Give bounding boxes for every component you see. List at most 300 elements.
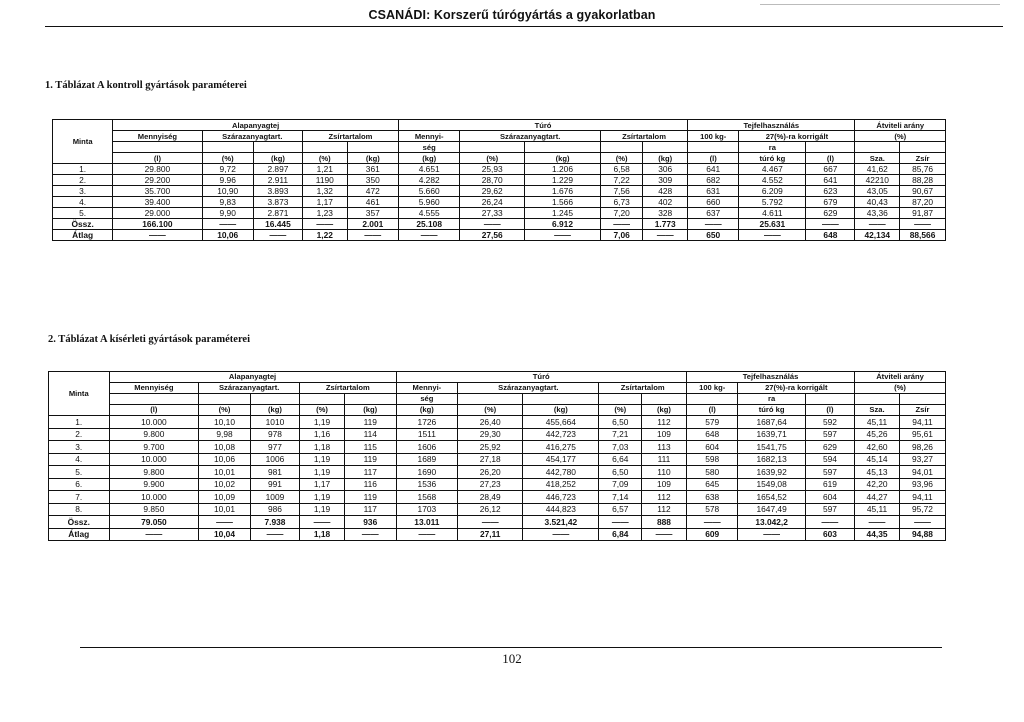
table-cell: 10,06 xyxy=(202,230,253,241)
row-label: 4. xyxy=(53,197,113,208)
unit-header: (%) xyxy=(458,405,523,416)
row-label: 7. xyxy=(49,491,110,504)
table-cell: 90,67 xyxy=(900,186,946,197)
unit-header: (kg) xyxy=(398,153,459,164)
table-row xyxy=(53,175,946,186)
table-cell: 95,61 xyxy=(899,428,945,441)
column-header-minta: Minta xyxy=(49,372,110,416)
table-cell: 1647,49 xyxy=(738,503,805,516)
table-cell: 3.893 xyxy=(253,186,302,197)
table-cell: —— xyxy=(398,230,459,241)
table2 xyxy=(48,371,946,541)
table-cell: 2.001 xyxy=(347,219,398,230)
table-cell: 597 xyxy=(805,428,854,441)
table-cell: 4.651 xyxy=(398,164,459,175)
table-cell: 6,84 xyxy=(599,528,642,541)
table-cell: 119 xyxy=(344,491,396,504)
table-cell: 9.850 xyxy=(109,503,199,516)
unit-header: (l) xyxy=(109,405,199,416)
table-cell: 110 xyxy=(642,466,687,479)
column-header: ség xyxy=(396,394,458,405)
column-header: 27(%)-ra korrigált xyxy=(739,131,855,142)
scan-edge-mark xyxy=(760,4,1000,5)
table-cell: 604 xyxy=(805,491,854,504)
table-cell: 9.800 xyxy=(109,428,199,441)
empty-cell xyxy=(805,394,854,405)
table-cell: 25.631 xyxy=(739,219,806,230)
table-cell: 116 xyxy=(344,478,396,491)
header-row-groups xyxy=(53,120,946,131)
unit-header: Zsír xyxy=(900,153,946,164)
table-cell: 9,72 xyxy=(202,164,253,175)
table-cell: 309 xyxy=(643,175,688,186)
unit-header: (kg) xyxy=(250,405,299,416)
unit-header: túró kg xyxy=(739,153,806,164)
unit-header: (%) xyxy=(460,153,525,164)
table-cell: 42210 xyxy=(855,175,900,186)
empty-cell xyxy=(806,142,855,153)
header-row-units xyxy=(49,405,946,416)
empty-cell xyxy=(253,142,302,153)
table-cell: 3.873 xyxy=(253,197,302,208)
table-cell: 94,11 xyxy=(899,416,945,429)
unit-header: (l) xyxy=(805,405,854,416)
column-header: ra xyxy=(739,142,806,153)
table-cell: 98,26 xyxy=(899,441,945,454)
empty-cell xyxy=(523,394,599,405)
table-cell: 4.552 xyxy=(739,175,806,186)
table-cell: 87,20 xyxy=(900,197,946,208)
group-header-turo: Túró xyxy=(398,120,687,131)
table-cell: 936 xyxy=(344,516,396,529)
table-cell: 442,780 xyxy=(523,466,599,479)
row-label: 5. xyxy=(49,466,110,479)
table-cell: 594 xyxy=(805,453,854,466)
table-cell: 357 xyxy=(347,208,398,219)
empty-cell xyxy=(202,142,253,153)
empty-cell xyxy=(525,142,601,153)
table-cell: 117 xyxy=(344,503,396,516)
row-label: 5. xyxy=(53,208,113,219)
unit-header: (l) xyxy=(806,153,855,164)
column-header: 27(%)-ra korrigált xyxy=(738,383,855,394)
table-cell: 4.282 xyxy=(398,175,459,186)
table-cell: 119 xyxy=(344,416,396,429)
table-cell: —— xyxy=(302,219,347,230)
table-cell: 306 xyxy=(643,164,688,175)
unit-header: (kg) xyxy=(643,153,688,164)
unit-header: (kg) xyxy=(347,153,398,164)
table-cell: 114 xyxy=(344,428,396,441)
table-cell: —— xyxy=(688,219,739,230)
column-header: Zsírtartalom xyxy=(302,131,398,142)
table-cell: 637 xyxy=(688,208,739,219)
table-row xyxy=(53,164,946,175)
table-cell: 428 xyxy=(643,186,688,197)
table-cell: 4.467 xyxy=(739,164,806,175)
table-cell: —— xyxy=(805,516,854,529)
table-cell: —— xyxy=(599,516,642,529)
header-rule xyxy=(45,26,1003,27)
table-cell: —— xyxy=(899,516,945,529)
table-cell: 25.108 xyxy=(398,219,459,230)
table-cell: 361 xyxy=(347,164,398,175)
table-cell: 40,43 xyxy=(855,197,900,208)
table-cell: —— xyxy=(109,528,199,541)
table-cell: 9,90 xyxy=(202,208,253,219)
table-cell: 1,17 xyxy=(302,197,347,208)
table-cell: 645 xyxy=(686,478,738,491)
table-cell: 95,72 xyxy=(899,503,945,516)
table-cell: 13.011 xyxy=(396,516,458,529)
table-row xyxy=(49,466,946,479)
table-cell: 592 xyxy=(805,416,854,429)
empty-cell xyxy=(900,142,946,153)
table-cell: 7,21 xyxy=(599,428,642,441)
table-cell: 43,36 xyxy=(855,208,900,219)
empty-cell xyxy=(458,394,523,405)
table-cell: 29,62 xyxy=(460,186,525,197)
table-cell: 1703 xyxy=(396,503,458,516)
table-cell: 328 xyxy=(643,208,688,219)
table-cell: —— xyxy=(113,230,202,241)
table-cell: —— xyxy=(855,219,900,230)
unit-header: (kg) xyxy=(642,405,687,416)
empty-cell xyxy=(600,142,642,153)
table-cell: 1549,08 xyxy=(738,478,805,491)
unit-header: (%) xyxy=(199,405,251,416)
table-cell: 1,17 xyxy=(300,478,345,491)
table-cell: 1606 xyxy=(396,441,458,454)
empty-cell xyxy=(347,142,398,153)
column-header: Szárazanyagtart. xyxy=(202,131,302,142)
table-cell: 45,11 xyxy=(855,503,900,516)
table-cell: 3.521,42 xyxy=(523,516,599,529)
sum-row xyxy=(49,516,946,529)
table-cell: 6,57 xyxy=(599,503,642,516)
group-header-tejfelhasznalas: Tejfelhasználás xyxy=(688,120,855,131)
column-header: 100 kg- xyxy=(688,131,739,142)
table-cell: 25,92 xyxy=(458,441,523,454)
row-label: Átlag xyxy=(53,230,113,241)
column-header: Mennyi- xyxy=(398,131,459,142)
table-cell: —— xyxy=(199,516,251,529)
table-cell: 1,16 xyxy=(300,428,345,441)
column-header: Zsírtartalom xyxy=(599,383,686,394)
group-header-atviteli-arany: Átviteli arány xyxy=(855,120,946,131)
table-cell: 1,32 xyxy=(302,186,347,197)
table-cell: 29.200 xyxy=(113,175,202,186)
table-cell: 9,98 xyxy=(199,428,251,441)
sum-row xyxy=(53,219,946,230)
unit-header: (kg) xyxy=(396,405,458,416)
table-cell: 1006 xyxy=(250,453,299,466)
column-header: (%) xyxy=(855,383,946,394)
header-row-units xyxy=(53,153,946,164)
table-cell: 978 xyxy=(250,428,299,441)
empty-cell xyxy=(855,394,900,405)
table-cell: 45,13 xyxy=(855,466,900,479)
table-cell: 578 xyxy=(686,503,738,516)
table-cell: 619 xyxy=(805,478,854,491)
empty-cell xyxy=(899,394,945,405)
table-cell: 112 xyxy=(642,491,687,504)
table-cell: 4.611 xyxy=(739,208,806,219)
table-cell: 109 xyxy=(642,478,687,491)
header-row-groups xyxy=(49,372,946,383)
table-cell: 1.229 xyxy=(525,175,601,186)
table-row xyxy=(49,503,946,516)
table-cell: 579 xyxy=(686,416,738,429)
table-cell: 1,18 xyxy=(300,441,345,454)
table-cell: 1,22 xyxy=(302,230,347,241)
table-cell: 94,11 xyxy=(899,491,945,504)
table-cell: 45,26 xyxy=(855,428,900,441)
table-cell: 1541,75 xyxy=(738,441,805,454)
table-cell: 5.960 xyxy=(398,197,459,208)
unit-header: (%) xyxy=(600,153,642,164)
table-cell: —— xyxy=(642,528,687,541)
table-cell: 6,73 xyxy=(600,197,642,208)
table-cell: —— xyxy=(855,516,900,529)
table-cell: 472 xyxy=(347,186,398,197)
column-header: Szárazanyagtart. xyxy=(460,131,601,142)
column-header: Zsírtartalom xyxy=(600,131,687,142)
table-cell: 9,83 xyxy=(202,197,253,208)
table-cell: 1726 xyxy=(396,416,458,429)
table-cell: 41,62 xyxy=(855,164,900,175)
table-row xyxy=(49,416,946,429)
table-cell: 609 xyxy=(686,528,738,541)
table-cell: 7,20 xyxy=(600,208,642,219)
table-cell: 629 xyxy=(806,208,855,219)
table-cell: —— xyxy=(806,219,855,230)
table-cell: 6,58 xyxy=(600,164,642,175)
table-cell: 641 xyxy=(688,164,739,175)
table-cell: 444,823 xyxy=(523,503,599,516)
table-cell: 1.676 xyxy=(525,186,601,197)
table-cell: 991 xyxy=(250,478,299,491)
table-cell: 1,19 xyxy=(300,466,345,479)
table-cell: —— xyxy=(686,516,738,529)
table-cell: 5.660 xyxy=(398,186,459,197)
table-cell: 6,50 xyxy=(599,466,642,479)
unit-header: (l) xyxy=(688,153,739,164)
table-cell: 16.445 xyxy=(253,219,302,230)
table-cell: —— xyxy=(458,516,523,529)
empty-cell xyxy=(199,394,251,405)
group-header-alapanyagtej: Alapanyagtej xyxy=(109,372,396,383)
unit-header: (%) xyxy=(302,153,347,164)
table-cell: 91,87 xyxy=(900,208,946,219)
table-cell: 10,01 xyxy=(199,503,251,516)
table-cell: 580 xyxy=(686,466,738,479)
table-cell: 603 xyxy=(805,528,854,541)
row-label: Össz. xyxy=(49,516,110,529)
table-cell: 7.938 xyxy=(250,516,299,529)
table-row xyxy=(53,186,946,197)
unit-header: (kg) xyxy=(525,153,601,164)
column-header: Zsírtartalom xyxy=(300,383,396,394)
column-header: Mennyi- xyxy=(396,383,458,394)
table-cell: 1639,71 xyxy=(738,428,805,441)
table-cell: 26,20 xyxy=(458,466,523,479)
table-cell: 1190 xyxy=(302,175,347,186)
table-cell: 648 xyxy=(686,428,738,441)
table-cell: 28,49 xyxy=(458,491,523,504)
table-cell: 2.897 xyxy=(253,164,302,175)
table-cell: 27,23 xyxy=(458,478,523,491)
table-cell: 27,11 xyxy=(458,528,523,541)
table-cell: 2.871 xyxy=(253,208,302,219)
row-label: 2. xyxy=(49,428,110,441)
table-cell: 631 xyxy=(688,186,739,197)
table-cell: 977 xyxy=(250,441,299,454)
table1-caption: 1. Táblázat A kontroll gyártások paraméterei xyxy=(45,80,247,91)
table-cell: 43,05 xyxy=(855,186,900,197)
empty-cell xyxy=(686,394,738,405)
table1 xyxy=(52,119,946,241)
table-cell: 2.911 xyxy=(253,175,302,186)
table-cell: 26,24 xyxy=(460,197,525,208)
table-cell: —— xyxy=(739,230,806,241)
table-cell: 6.912 xyxy=(525,219,601,230)
table-cell: 6,50 xyxy=(599,416,642,429)
row-label: 2. xyxy=(53,175,113,186)
page-number: 102 xyxy=(502,651,522,666)
footer-rule xyxy=(80,647,942,648)
table-cell: 10.000 xyxy=(109,453,199,466)
group-header-alapanyagtej: Alapanyagtej xyxy=(113,120,399,131)
table-cell: 986 xyxy=(250,503,299,516)
table-cell: 29,30 xyxy=(458,428,523,441)
average-row xyxy=(53,230,946,241)
table-cell: 26,12 xyxy=(458,503,523,516)
table-cell: 454,177 xyxy=(523,453,599,466)
table-cell: 93,96 xyxy=(899,478,945,491)
table-cell: 682 xyxy=(688,175,739,186)
table-cell: 7,09 xyxy=(599,478,642,491)
table-cell: 117 xyxy=(344,466,396,479)
table-cell: 1,19 xyxy=(300,491,345,504)
column-header: (%) xyxy=(855,131,946,142)
average-row xyxy=(49,528,946,541)
table-cell: 88,28 xyxy=(900,175,946,186)
table-cell: 44,35 xyxy=(855,528,900,541)
table-cell: 10,10 xyxy=(199,416,251,429)
table-cell: 7,03 xyxy=(599,441,642,454)
table-cell: 10,06 xyxy=(199,453,251,466)
table-cell: —— xyxy=(396,528,458,541)
empty-cell xyxy=(250,394,299,405)
table-cell: 461 xyxy=(347,197,398,208)
table-cell: —— xyxy=(344,528,396,541)
table-cell: 109 xyxy=(642,428,687,441)
empty-cell xyxy=(460,142,525,153)
empty-cell xyxy=(855,142,900,153)
column-header: ra xyxy=(738,394,805,405)
table-cell: 94,01 xyxy=(899,466,945,479)
table-cell: 10,02 xyxy=(199,478,251,491)
table-cell: —— xyxy=(643,230,688,241)
table-cell: 112 xyxy=(642,503,687,516)
table-cell: 446,723 xyxy=(523,491,599,504)
row-label: Össz. xyxy=(53,219,113,230)
table-cell: 1689 xyxy=(396,453,458,466)
unit-header: (%) xyxy=(300,405,345,416)
table-cell: 29.000 xyxy=(113,208,202,219)
table-row xyxy=(53,208,946,219)
header-row-sub xyxy=(49,383,946,394)
table-cell: 45,11 xyxy=(855,416,900,429)
table-cell: 119 xyxy=(344,453,396,466)
column-header: ség xyxy=(398,142,459,153)
table-cell: 94,88 xyxy=(899,528,945,541)
row-label: 4. xyxy=(49,453,110,466)
table-cell: 9.700 xyxy=(109,441,199,454)
table-cell: —— xyxy=(347,230,398,241)
table-cell: 42,20 xyxy=(855,478,900,491)
table-cell: 1,21 xyxy=(302,164,347,175)
table-cell: 7,22 xyxy=(600,175,642,186)
table-cell: —— xyxy=(460,219,525,230)
table-cell: 629 xyxy=(805,441,854,454)
table-cell: 1639,92 xyxy=(738,466,805,479)
table-cell: 648 xyxy=(806,230,855,241)
unit-header: túró kg xyxy=(738,405,805,416)
unit-header: Zsír xyxy=(899,405,945,416)
table-cell: 679 xyxy=(806,197,855,208)
table-cell: 1.566 xyxy=(525,197,601,208)
empty-cell xyxy=(688,142,739,153)
table-cell: 1,18 xyxy=(300,528,345,541)
empty-cell xyxy=(300,394,345,405)
table-cell: 650 xyxy=(688,230,739,241)
table-cell: 111 xyxy=(642,453,687,466)
table-cell: 442,723 xyxy=(523,428,599,441)
group-header-turo: Túró xyxy=(396,372,686,383)
table-cell: 888 xyxy=(642,516,687,529)
table-cell: 981 xyxy=(250,466,299,479)
table-cell: 667 xyxy=(806,164,855,175)
table-cell: 6,64 xyxy=(599,453,642,466)
table-cell: 10,04 xyxy=(199,528,251,541)
table-cell: 166.100 xyxy=(113,219,202,230)
table-cell: 10,01 xyxy=(199,466,251,479)
header-row-continuation xyxy=(49,394,946,405)
row-label: 6. xyxy=(49,478,110,491)
unit-header: Sza. xyxy=(855,405,900,416)
column-header: Szárazanyagtart. xyxy=(199,383,300,394)
table-cell: 597 xyxy=(805,466,854,479)
unit-header: (l) xyxy=(113,153,202,164)
table-cell: —— xyxy=(523,528,599,541)
column-header: 100 kg- xyxy=(686,383,738,394)
table-cell: —— xyxy=(738,528,805,541)
table2-caption: 2. Táblázat A kísérleti gyártások paraméterei xyxy=(48,334,251,345)
table-cell: 9.900 xyxy=(109,478,199,491)
table-cell: 27,18 xyxy=(458,453,523,466)
table-cell: 45,14 xyxy=(855,453,900,466)
table-cell: 1682,13 xyxy=(738,453,805,466)
empty-cell xyxy=(113,142,202,153)
table-cell: 641 xyxy=(806,175,855,186)
table-cell: 5.792 xyxy=(739,197,806,208)
unit-header: (%) xyxy=(202,153,253,164)
table-cell: 10,08 xyxy=(199,441,251,454)
table-cell: 1,19 xyxy=(300,416,345,429)
table-cell: 39.400 xyxy=(113,197,202,208)
